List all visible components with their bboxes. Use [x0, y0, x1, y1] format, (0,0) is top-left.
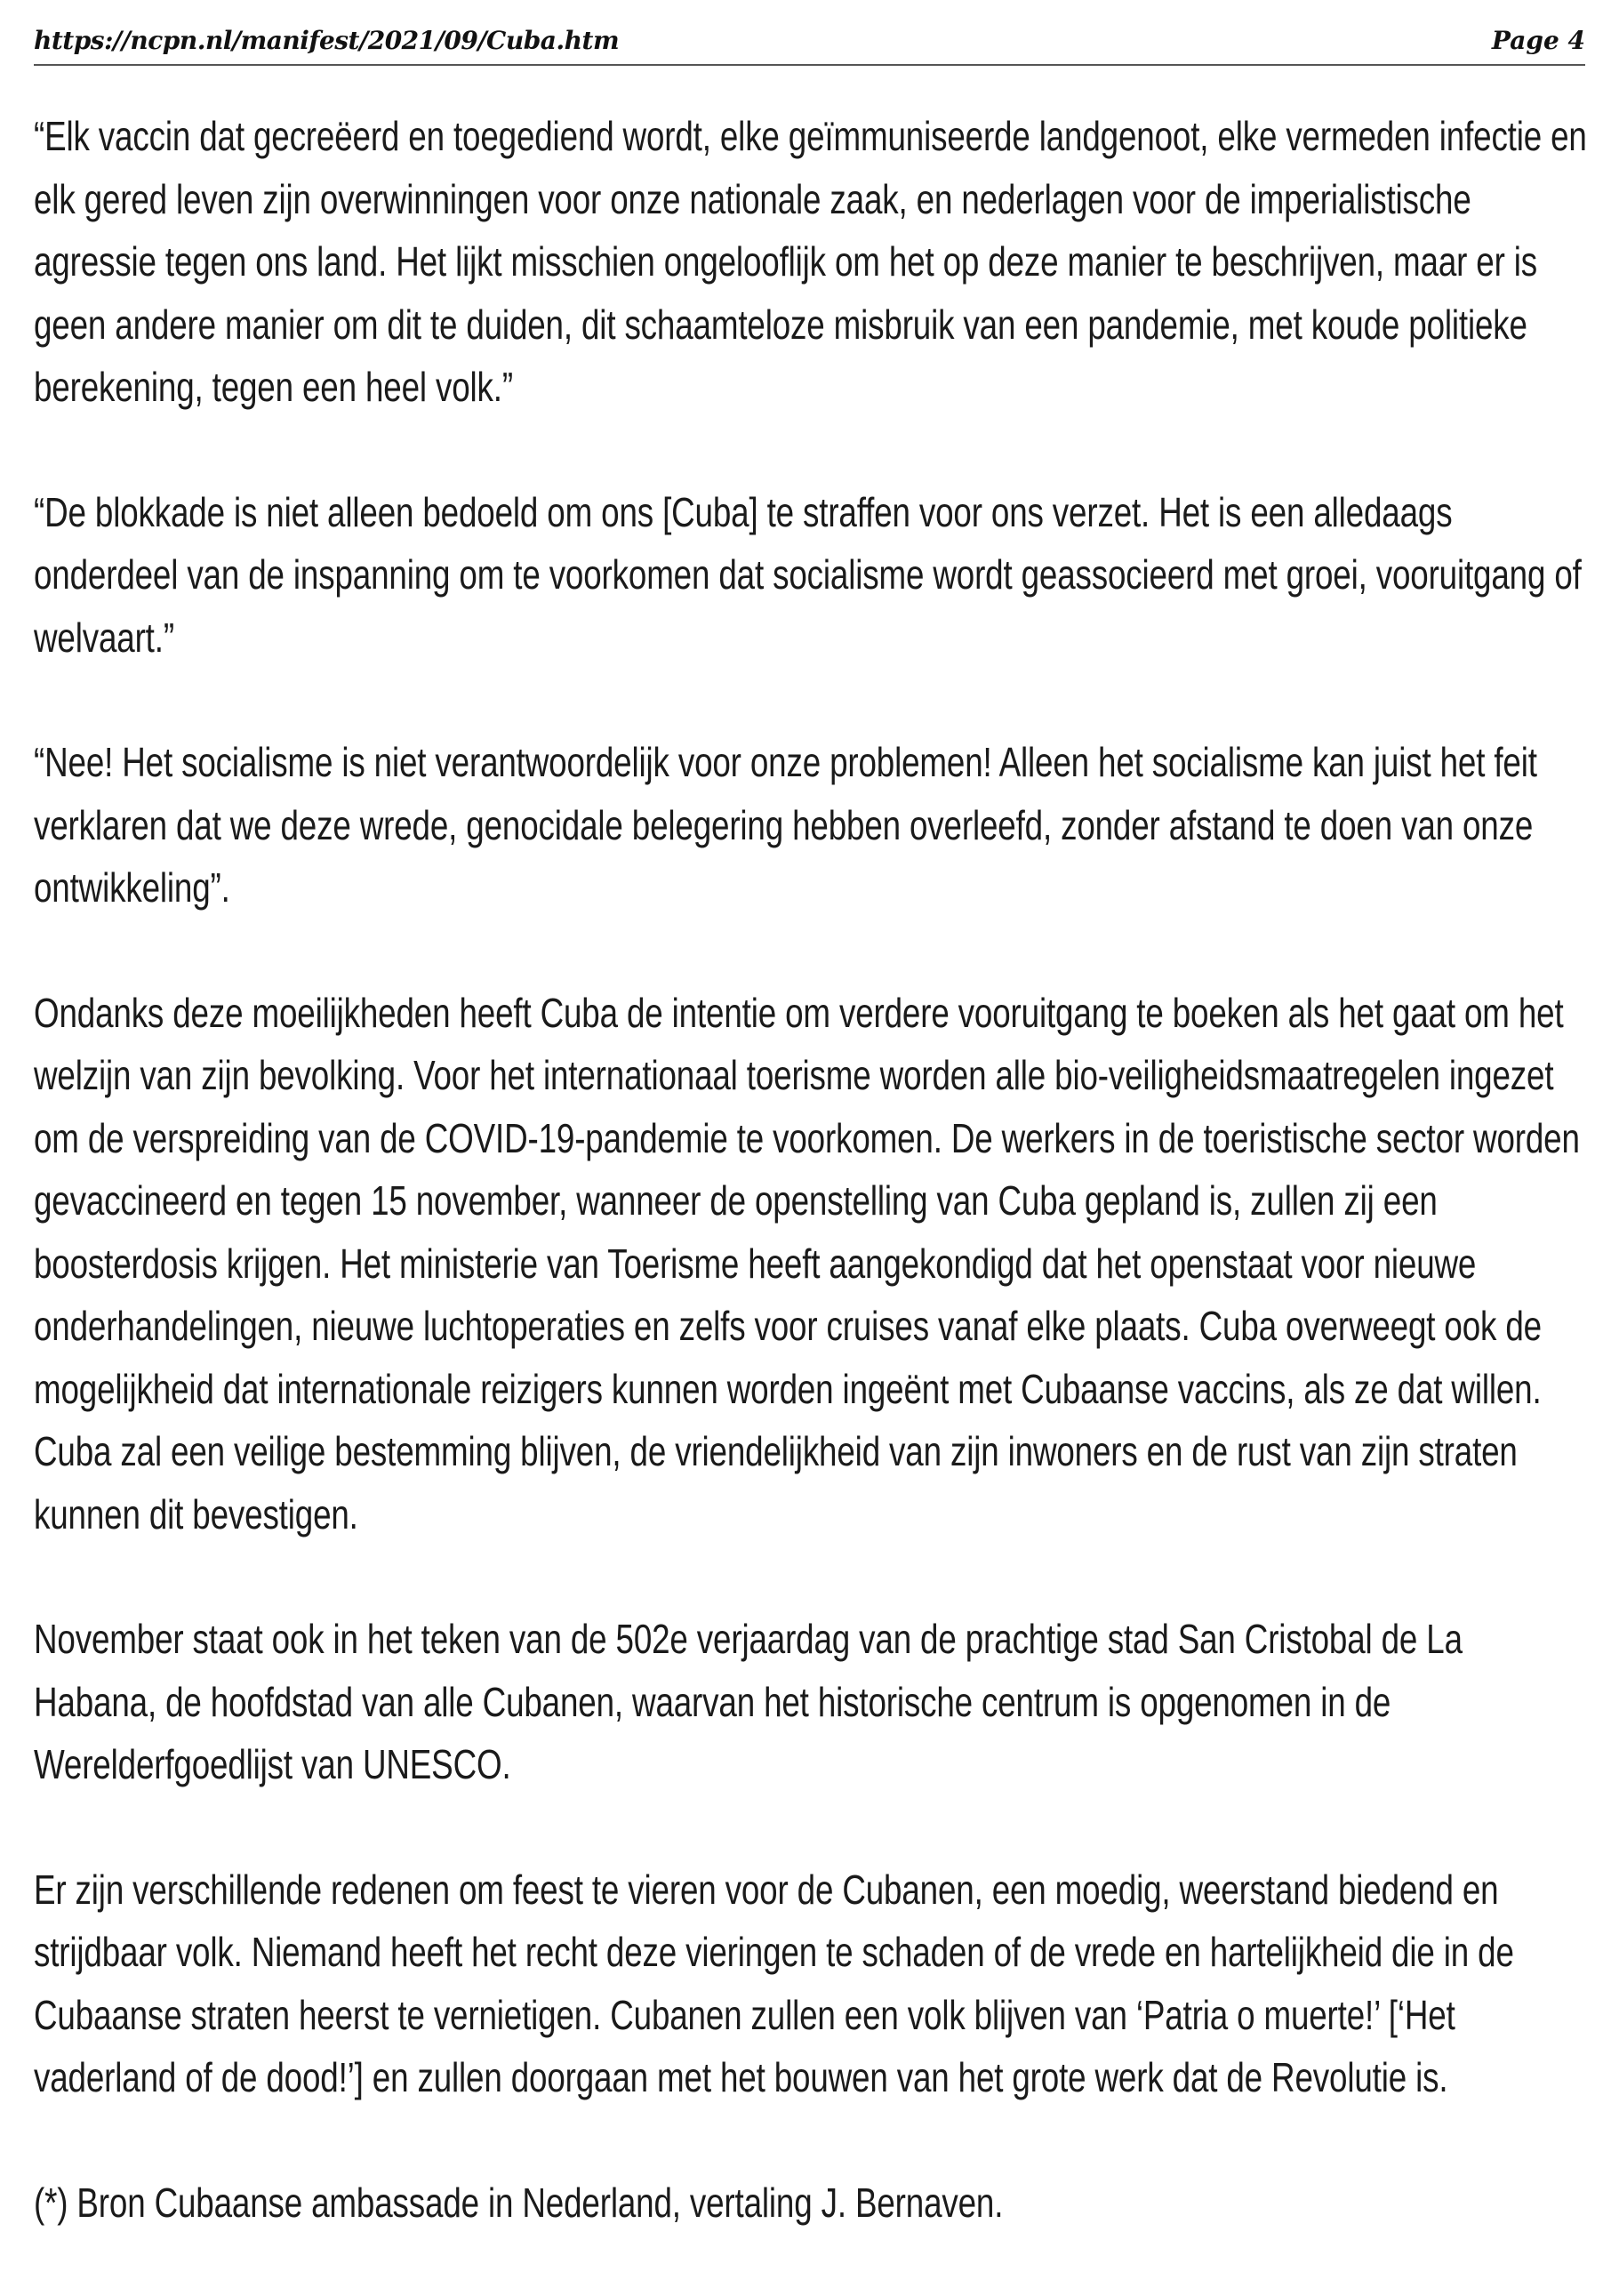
page-header	[34, 20, 1585, 66]
paragraph-havana-anniversary: November staat ook in het teken van de 502e verjaardag van de prachtige stad San Cristobal de La Habana, de hoofdstad van alle Cubanen, waarvan het historische centrum is opgenomen in de Werelderfgoedlijst van UNESCO.	[34, 1616, 1463, 1787]
article-body	[34, 105, 1591, 2296]
paragraph-quote-blockade: “De blokkade is niet alleen bedoeld om ons [Cuba] te straffen voor ons verzet. Het is een alledaags onderdeel van de inspanning om te voorkomen dat socialisme wordt geassocieerd met groei, vooruitgang of welvaart.”	[34, 488, 1582, 661]
page-number: Page 4	[1491, 26, 1585, 55]
paragraph-celebration: Er zijn verschillende redenen om feest te vieren voor de Cubanen, een moedig, weerstand biedend en strijdbaar volk. Niemand heeft het recht deze vieringen te schaden of de vrede en hartelijkheid die in de Cubaanse straten heerst te vernietigen. Cubanen zullen een volk blijven van ‘Patria o muerte!’ [‘Het vaderland of de dood!’] en zullen doorgaan met het bouwen van het grote werk dat de Revolutie is.	[34, 1866, 1514, 2100]
source-url[interactable]: https://ncpn.nl/manifest/2021/09/Cuba.htm	[34, 26, 620, 55]
paragraph-tourism: Ondanks deze moeilijkheden heeft Cuba de intentie om verdere vooruitgang te boeken als het gaat om het welzijn van zijn bevolking. Voor het internationaal toerisme worden alle bio-veiligheidsmaatregelen ingezet om de verspreiding van de COVID-19-pandemie te voorkomen. De werkers in de toeristische sector worden gevaccineerd en tegen 15 november, wanneer de openstelling van Cuba gepland is, zullen zij een boosterdosis krijgen. Het ministerie van Toerisme heeft aangekondigd dat het openstaat voor nieuwe onderhandelingen, nieuwe luchtoperaties en zelfs voor cruises vanaf elke plaats. Cuba overweegt ook de mogelijkheid dat internationale reizigers kunnen worden ingeënt met Cubaanse vaccins, als ze dat willen. Cuba zal een veilige bestemming blijven, de vriendelijkheid van zijn inwoners en de rust van zijn straten kunnen dit bevestigen.	[34, 989, 1580, 1537]
paragraph-quote-vaccine: “Elk vaccin dat gecreëerd en toegediend wordt, elke geïmmuniseerde landgenoot, elke vermeden infectie en elk gered leven zijn overwinningen voor onze nationale zaak, en nederlagen voor de imperialistische agressie tegen ons land. Het lijkt misschien ongelooflijk om het op deze manier te beschrijven, maar er is geen andere manier om dit te duiden, dit schaamteloze misbruik van een pandemie, met koude politieke berekening, tegen een heel volk.”	[34, 113, 1587, 410]
paragraph-source-note: (*) Bron Cubaanse ambassade in Nederland, vertaling J. Bernaven.	[34, 2179, 1004, 2226]
paragraph-quote-socialism: “Nee! Het socialisme is niet verantwoordelijk voor onze problemen! Alleen het socialisme kan juist het feit verklaren dat we deze wrede, genocidale belegering hebben overleefd, zonder afstand te doen van onze ontwikkeling”.	[34, 739, 1537, 911]
